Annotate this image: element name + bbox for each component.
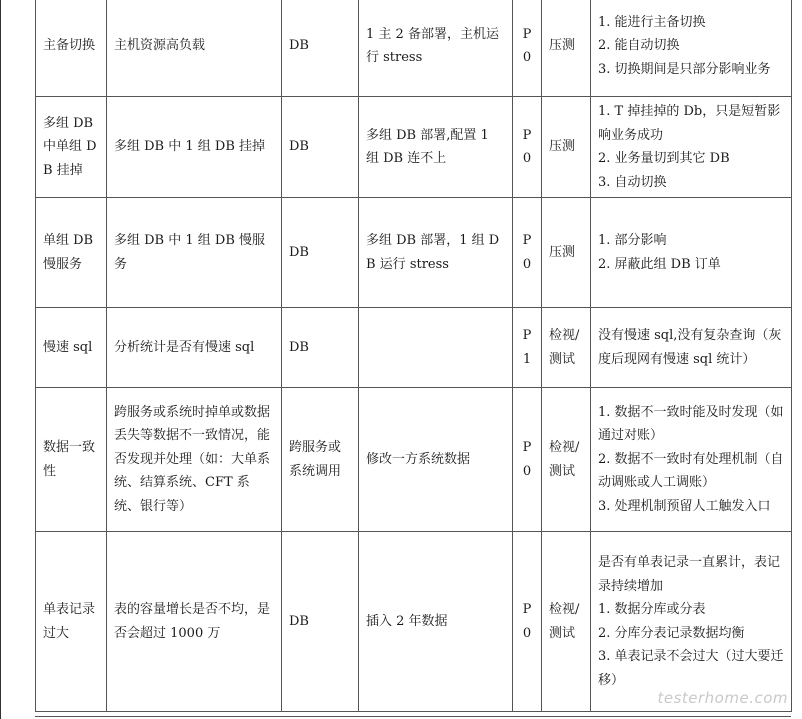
table-row (36, 532, 792, 712)
expected-cell (591, 198, 792, 308)
method-cell: 压测 (542, 0, 591, 97)
table-row (36, 388, 792, 532)
description-cell: 多组 DB 中 1 组 DB 挂掉 (107, 97, 282, 198)
expected-cell (591, 308, 792, 388)
setup-cell (359, 308, 513, 388)
expected-line: 2. 分库分表记录数据均衡 (598, 625, 745, 641)
component-cell: DB (282, 532, 359, 712)
description-cell: 分析统计是否有慢速 sql (107, 308, 282, 388)
page-left-border (0, 0, 1, 719)
table-row (36, 308, 792, 388)
component-cell: DB (282, 198, 359, 308)
setup-cell: 1 主 2 备部署，主机运行 stress (359, 0, 513, 97)
expected-line: 3. 处理机制预留人工触发入口 (598, 498, 771, 514)
component-cell: DB (282, 97, 359, 198)
method-cell: 压测 (542, 198, 591, 308)
expected-line: 1. 数据不一致时能及时发现（如通过对账） (598, 404, 784, 444)
description-cell: 跨服务或系统时掉单或数据丢失等数据不一致情况，能否发现并处理（如：大单系统、结算系统、CFT 系统、银行等） (107, 388, 282, 532)
priority-cell: P0 (513, 97, 542, 198)
expected-line: 1. 数据分库或分表 (598, 602, 706, 617)
setup-cell: 多组 DB 部署，1 组 DB 运行 stress (359, 198, 513, 308)
scenario-cell: 慢速 sql (36, 308, 107, 388)
priority-cell: P0 (513, 0, 542, 97)
table-row (36, 97, 792, 198)
priority-cell: P1 (513, 308, 542, 388)
expected-cell (591, 532, 792, 712)
expected-cell (591, 97, 792, 198)
expected-cell (591, 0, 792, 97)
component-cell: 跨服务或系统调用 (282, 388, 359, 532)
expected-line: 2. 屏蔽此组 DB 订单 (598, 256, 721, 272)
expected-line: 2. 业务量切到其它 DB (598, 151, 730, 166)
expected-line: 3. 自动切换 (598, 174, 667, 190)
setup-cell: 多组 DB 部署,配置 1 组 DB 连不上 (359, 97, 513, 198)
table-row (36, 0, 792, 97)
expected-line: 1. T 掉挂掉的 Db，只是短暂影响业务成功 (598, 104, 781, 143)
description-cell: 多组 DB 中 1 组 DB 慢服务 (107, 198, 282, 308)
expected-cell (591, 388, 792, 532)
method-cell: 检视/测试 (542, 308, 591, 388)
scenario-cell: 主备切换 (36, 0, 107, 97)
expected-line: 没有慢速 sql,没有复杂查询（灰度后现网有慢速 sql 统计） (598, 328, 782, 367)
test-case-table (35, 0, 792, 712)
expected-line: 1. 能进行主备切换 (598, 14, 706, 30)
expected-line: 2. 能自动切换 (598, 38, 680, 54)
table-row (36, 198, 792, 308)
expected-line: 2. 数据不一致时有处理机制（自动调账或人工调账） (598, 451, 784, 491)
method-cell: 检视/测试 (542, 532, 591, 712)
next-row-border (35, 716, 791, 717)
setup-cell: 修改一方系统数据 (359, 388, 513, 532)
method-cell: 压测 (542, 97, 591, 198)
description-cell: 表的容量增长是否不均，是否会超过 1000 万 (107, 532, 282, 712)
expected-line: 1. 部分影响 (598, 233, 667, 248)
scenario-cell: 单组 DB 慢服务 (36, 198, 107, 308)
watermark-text: testerhome.com (657, 689, 788, 707)
priority-cell: P0 (513, 388, 542, 532)
scenario-cell: 多组 DB 中单组 DB 挂掉 (36, 97, 107, 198)
expected-line: 3. 单表记录不会过大（过大要迁移） (598, 649, 784, 688)
method-cell: 检视/测试 (542, 388, 591, 532)
scenario-cell: 单表记录过大 (36, 532, 107, 712)
priority-cell: P0 (513, 198, 542, 308)
component-cell: DB (282, 308, 359, 388)
scenario-cell: 数据一致性 (36, 388, 107, 532)
setup-cell: 插入 2 年数据 (359, 532, 513, 712)
priority-cell: P0 (513, 532, 542, 712)
description-cell: 主机资源高负载 (107, 0, 282, 97)
expected-line: 是否有单表记录一直累计，表记录持续增加 (598, 555, 781, 594)
expected-line: 3. 切换期间是只部分影响业务 (598, 61, 771, 77)
component-cell: DB (282, 0, 359, 97)
